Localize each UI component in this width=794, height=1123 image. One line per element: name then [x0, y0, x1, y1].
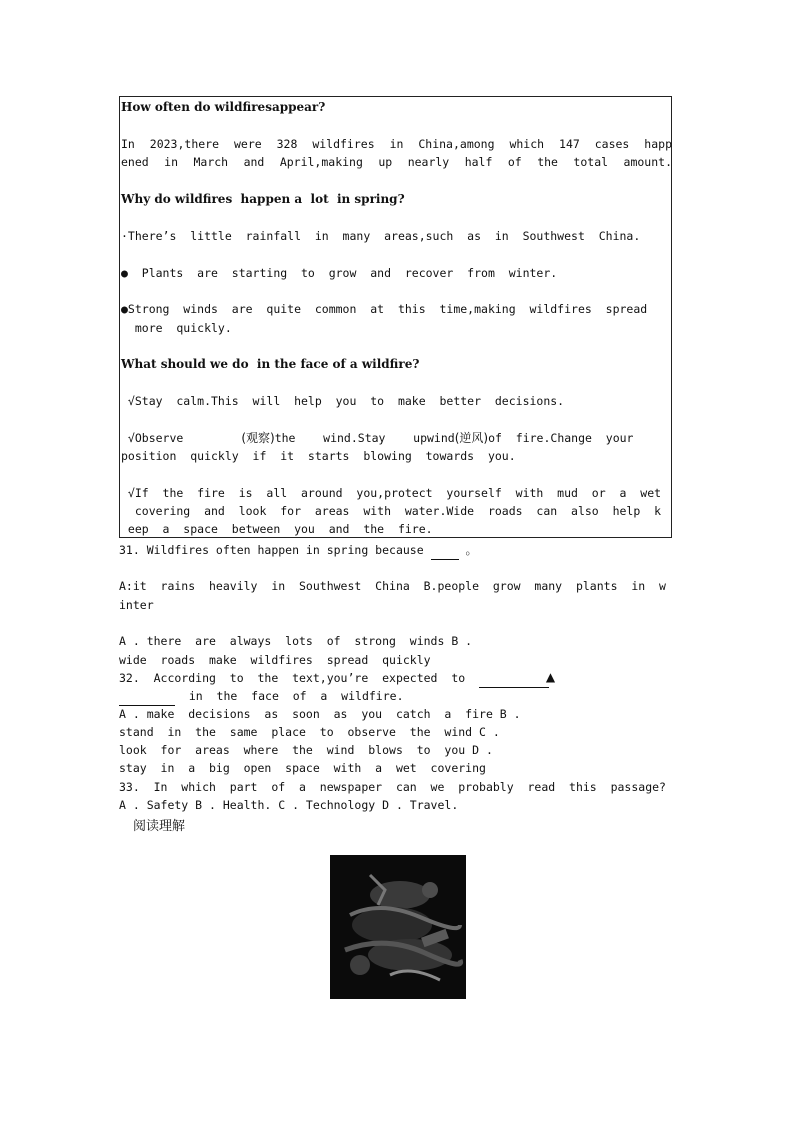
- section-title: 阅读理解: [133, 819, 186, 834]
- paragraph-line: In 2023,there were 328 wildfires in China,among which 147 cases happ: [121, 137, 672, 151]
- question-text: in the face of a wildfire.: [188, 689, 404, 703]
- photo-scene: [330, 855, 466, 999]
- heading-why: Why do wildfires happen a lot in spring?: [121, 192, 405, 206]
- tip-protect-cont: eep a space between you and the fire.: [121, 522, 433, 536]
- answer-blank: [431, 541, 459, 560]
- bullet-plants: ● Plants are starting to grow and recover from winter.: [121, 266, 558, 280]
- tip-observe-cont: position quickly if it starts blowing towards you.: [121, 449, 516, 463]
- question-32-cont: [119, 687, 675, 706]
- question-32: [119, 669, 675, 688]
- bullet-winds: ●Strong winds are quite common at this time,making wildfires spread: [121, 302, 648, 316]
- question-33: 33. In which part of a newspaper can we probably read this passage?: [119, 780, 666, 794]
- tip-observe-text: √Observe: [121, 431, 184, 445]
- cjk-gloss: (观察): [241, 431, 275, 445]
- question-31-option-line: inter: [119, 598, 154, 612]
- tip-observe-text: the wind.Stay upwind: [274, 431, 455, 445]
- question-31-option-line: A . there are always lots of strong winds B .: [119, 634, 473, 648]
- triangle-marker-icon: ▲: [545, 670, 556, 684]
- answer-blank: [479, 669, 556, 688]
- paragraph-line: ened in March and April,making up nearly half of the total amount.: [121, 155, 672, 169]
- answer-blank: [119, 687, 175, 706]
- punctuation: 。: [465, 543, 478, 557]
- bullet-winds-cont: more quickly.: [121, 321, 232, 335]
- question-32-option-line: look for areas where the wind blows to you D .: [119, 743, 493, 757]
- heading-what-to-do: What should we do in the face of a wildfire?: [121, 357, 420, 371]
- question-text: 32. According to the text,you’re expected to: [119, 671, 466, 685]
- tip-observe-text: of fire.Change your: [488, 431, 634, 445]
- question-33-options: A . Safety B . Health. C . Technology D . Travel.: [119, 798, 459, 812]
- question-32-option-line: stand in the same place to observe the wind C .: [119, 725, 500, 739]
- tip-stay-calm: √Stay calm.This will help you to make better decisions.: [121, 394, 565, 408]
- question-text: 31. Wildfires often happen in spring because: [119, 543, 424, 557]
- cjk-gloss: (逆风): [454, 431, 489, 445]
- question-31-option-line: A:it rains heavily in Southwest China B.people grow many plants in w: [119, 579, 666, 593]
- question-31-option-line: wide roads make wildfires spread quickly: [119, 653, 431, 667]
- tip-protect-cont: covering and look for areas with water.Wide roads can also help k: [121, 504, 662, 518]
- question-31: [119, 541, 675, 560]
- question-32-option-line: stay in a big open space with a wet covering: [119, 761, 486, 775]
- photo-image: [330, 855, 466, 999]
- tip-protect: √If the fire is all around you,protect yourself with mud or a wet: [121, 486, 662, 500]
- tip-observe: [121, 429, 672, 447]
- question-32-option-line: A . make decisions as soon as you catch a fire B .: [119, 707, 521, 721]
- heading-how-often: How often do wildfiresappear?: [121, 100, 326, 114]
- bullet-rainfall: ·There’s little rainfall in many areas,such as in Southwest China.: [121, 229, 641, 243]
